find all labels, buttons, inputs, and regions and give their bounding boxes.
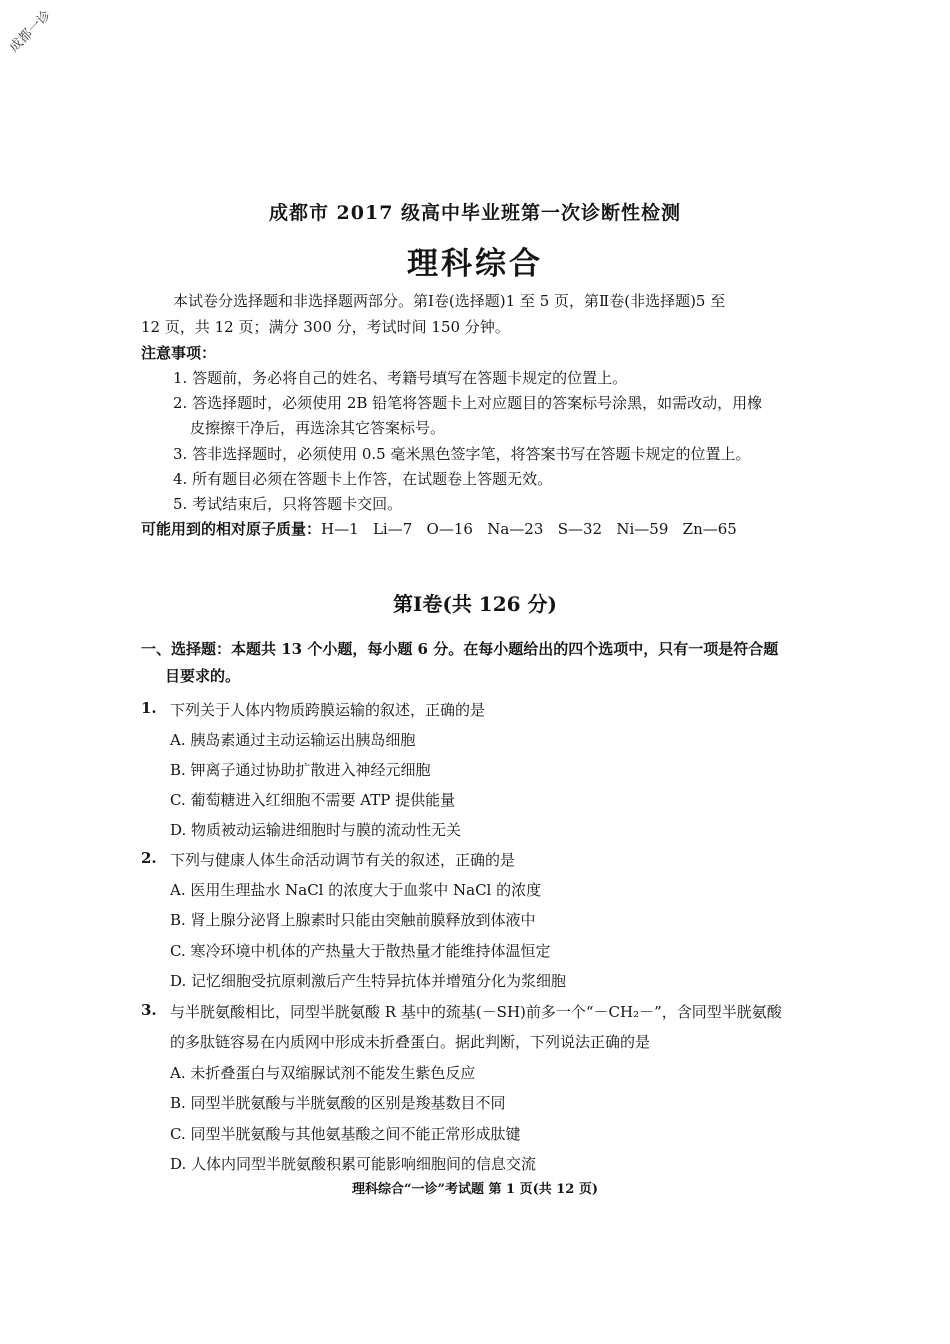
option-a: A. 未折叠蛋白与双缩脲试剂不能发生紫色反应 [170, 1064, 476, 1082]
option-d: D. 物质被动运输进细胞时与膜的流动性无关 [170, 821, 462, 839]
atomic-mass-line [141, 518, 737, 539]
intro-line-1: 本试卷分选择题和非选择题两部分。第Ⅰ卷(选择题)1 至 5 页，第Ⅱ卷(非选择题)5 至 [173, 292, 726, 310]
section-title: 第Ⅰ卷(共 126 分) [393, 592, 557, 616]
question-number: 2. [141, 849, 157, 867]
note-item: 1. 答题前，务必将自己的姓名、考籍号填写在答题卡规定的位置上。 [173, 369, 628, 387]
watermark [4, 4, 64, 64]
note-item: 5. 考试结束后，只将答题卡交回。 [173, 495, 403, 513]
question-stem-line: 的多肽链容易在内质网中形成未折叠蛋白。据此判断，下列说法正确的是 [170, 1033, 651, 1051]
section-instruction-1: 一、选择题：本题共 13 个小题，每小题 6 分。在每小题给出的四个选项中，只有一项是符合题 [141, 640, 779, 658]
exam-title: 成都市 2017 级高中毕业班第一次诊断性检测 [268, 202, 682, 224]
option-c: C. 寒冷环境中机体的产热量大于散热量才能维持体温恒定 [170, 942, 551, 960]
notes-heading: 注意事项： [141, 344, 217, 362]
intro-line-2: 12 页，共 12 页；满分 300 分，考试时间 150 分钟。 [141, 318, 510, 336]
option-b: B. 肾上腺分泌肾上腺素时只能由突触前膜释放到体液中 [170, 911, 536, 929]
option-d: D. 人体内同型半胱氨酸积累可能影响细胞间的信息交流 [170, 1155, 537, 1173]
question-number: 3. [141, 1001, 157, 1019]
option-c: C. 同型半胱氨酸与其他氨基酸之间不能正常形成肽键 [170, 1125, 521, 1143]
question-stem: 下列与健康人体生命活动调节有关的叙述，正确的是 [170, 851, 516, 869]
option-b: B. 钾离子通过协助扩散进入神经元细胞 [170, 761, 431, 779]
atomic-mass-values: H—1 Li—7 O—16 Na—23 S—32 Ni—59 Zn—65 [321, 520, 737, 538]
page-footer: 理科综合“一诊”考试题 第 1 页(共 12 页) [351, 1182, 599, 1197]
option-a: A. 医用生理盐水 NaCl 的浓度大于血浆中 NaCl 的浓度 [170, 881, 542, 899]
note-item: 4. 所有题目必须在答题卡上作答，在试题卷上答题无效。 [173, 470, 553, 488]
question-stem: 下列关于人体内物质跨膜运输的叙述，正确的是 [170, 701, 486, 719]
watermark-text: 成都一诊 [6, 8, 55, 56]
section-instruction-2: 目要求的。 [165, 667, 241, 685]
option-a: A. 胰岛素通过主动运输运出胰岛细胞 [170, 731, 416, 749]
subject-title: 理科综合 [407, 246, 543, 282]
note-item: 皮擦擦干净后，再选涂其它答案标号。 [190, 419, 446, 437]
option-b: B. 同型半胱氨酸与半胱氨酸的区别是羧基数目不同 [170, 1094, 506, 1112]
note-item: 2. 答选择题时，必须使用 2B 铅笔将答题卡上对应题目的答案标号涂黑，如需改动，用橡 [173, 394, 763, 412]
question-number: 1. [141, 699, 157, 717]
atomic-mass-label: 可能用到的相对原子质量： [141, 520, 322, 538]
question-stem-line: 与半胱氨酸相比，同型半胱氨酸 R 基中的巯基(－SH)前多一个“－CH₂－”，含同型半胱氨酸 [170, 1003, 782, 1021]
note-item: 3. 答非选择题时，必须使用 0.5 毫米黑色签字笔，将答案书写在答题卡规定的位置上。 [173, 445, 751, 463]
option-d: D. 记忆细胞受抗原刺激后产生特异抗体并增殖分化为浆细胞 [170, 972, 567, 990]
option-c: C. 葡萄糖进入红细胞不需要 ATP 提供能量 [170, 791, 456, 809]
